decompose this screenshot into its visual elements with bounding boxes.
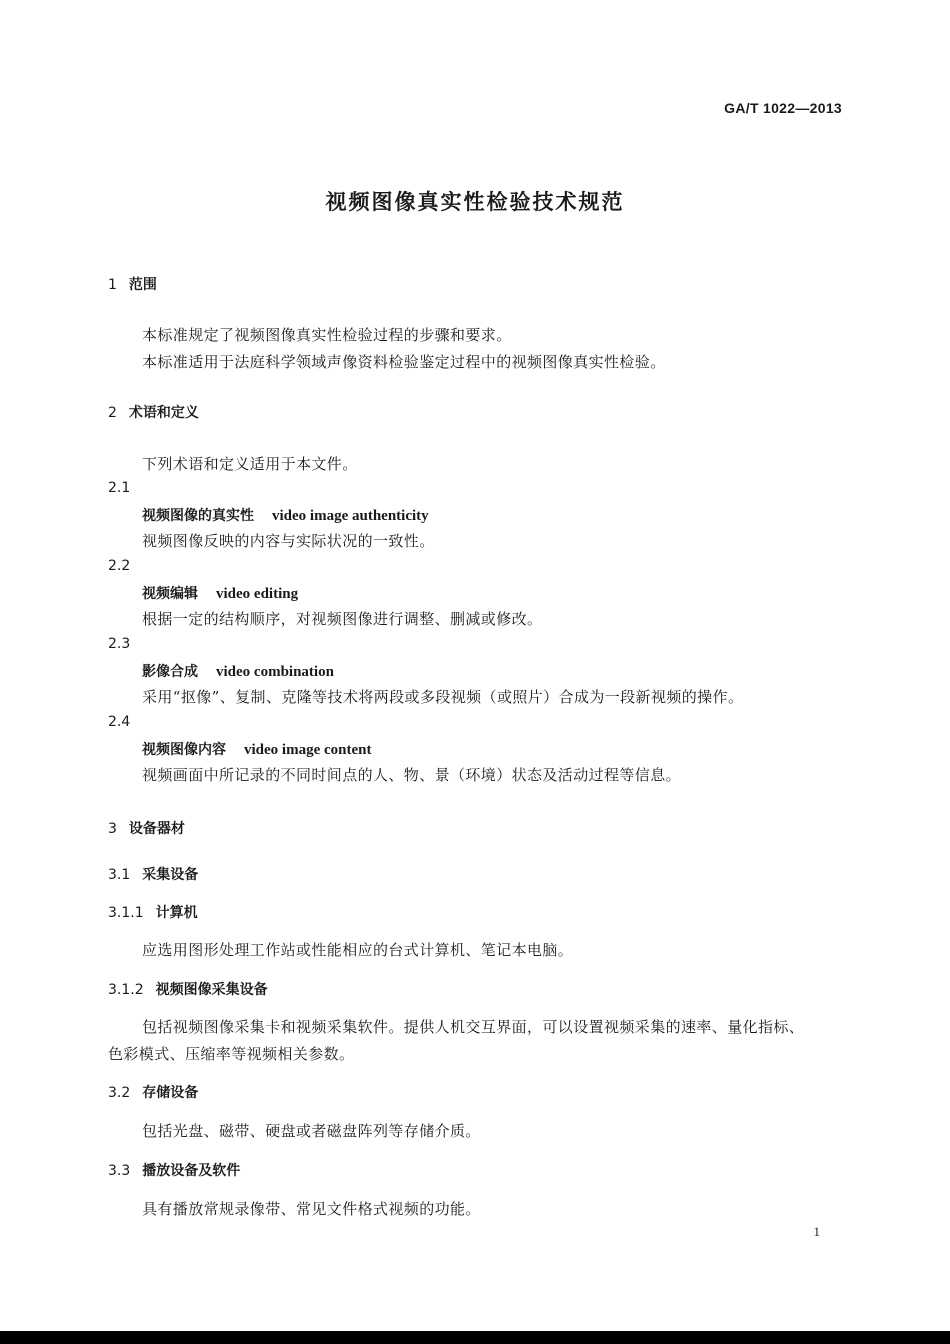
term-2-1-definition: 视频图像反映的内容与实际状况的一致性。 <box>142 532 435 550</box>
section-3-1-1-para: 应选用图形处理工作站或性能相应的台式计算机、笔记本电脑。 <box>142 941 574 959</box>
section-3-3-para: 具有播放常规录像带、常见文件格式视频的功能。 <box>142 1200 481 1218</box>
term-2-2-definition: 根据一定的结构顺序，对视频图像进行调整、删减或修改。 <box>142 610 543 628</box>
term-2-1-title: 视频图像的真实性 video image authenticity <box>142 508 429 524</box>
section-2-intro: 下列术语和定义适用于本文件。 <box>142 455 358 473</box>
section-3-2-para: 包括光盘、磁带、硬盘或者磁盘阵列等存储介质。 <box>142 1122 481 1140</box>
section-2-heading: 2 术语和定义 <box>108 405 199 421</box>
section-3-1-2-heading: 3.1.2 视频图像采集设备 <box>108 982 268 998</box>
term-2-2-number: 2.2 <box>108 558 131 574</box>
term-2-3-number: 2.3 <box>108 636 131 652</box>
section-3-1-2-para-line-1: 包括视频图像采集卡和视频采集软件。提供人机交互界面，可以设置视频采集的速率、量化指标、 <box>142 1018 805 1036</box>
section-3-2-heading: 3.2 存储设备 <box>108 1085 199 1101</box>
section-1-para-1: 本标准规定了视频图像真实性检验过程的步骤和要求。 <box>142 326 512 344</box>
term-2-2-title: 视频编辑 video editing <box>142 586 299 602</box>
document-title: 视频图像真实性检验技术规范 <box>325 190 625 214</box>
term-2-1-number: 2.1 <box>108 480 131 496</box>
section-1-heading: 1 范围 <box>108 277 157 293</box>
section-3-1-1-heading: 3.1.1 计算机 <box>108 905 198 921</box>
section-3-heading: 3 设备器材 <box>108 821 185 837</box>
term-2-3-definition: 采用“抠像”、复制、克隆等技术将两段或多段视频（或照片）合成为一段新视频的操作。 <box>142 688 744 706</box>
page-bottom-edge <box>0 1331 950 1344</box>
page-number: 1 <box>813 1224 820 1239</box>
term-2-4-title: 视频图像内容 video image content <box>142 742 372 758</box>
standard-number: GA/T 1022—2013 <box>724 100 842 116</box>
term-2-4-definition: 视频画面中所记录的不同时间点的人、物、景（环境）状态及活动过程等信息。 <box>142 766 682 784</box>
term-2-4-number: 2.4 <box>108 714 131 730</box>
section-3-1-2-para-line-2: 色彩模式、压缩率等视频相关参数。 <box>108 1045 355 1063</box>
section-3-3-heading: 3.3 播放设备及软件 <box>108 1163 241 1179</box>
term-2-3-title: 影像合成 video combination <box>142 664 334 680</box>
section-3-1-heading: 3.1 采集设备 <box>108 867 199 883</box>
section-1-para-2: 本标准适用于法庭科学领域声像资料检验鉴定过程中的视频图像真实性检验。 <box>142 353 666 371</box>
